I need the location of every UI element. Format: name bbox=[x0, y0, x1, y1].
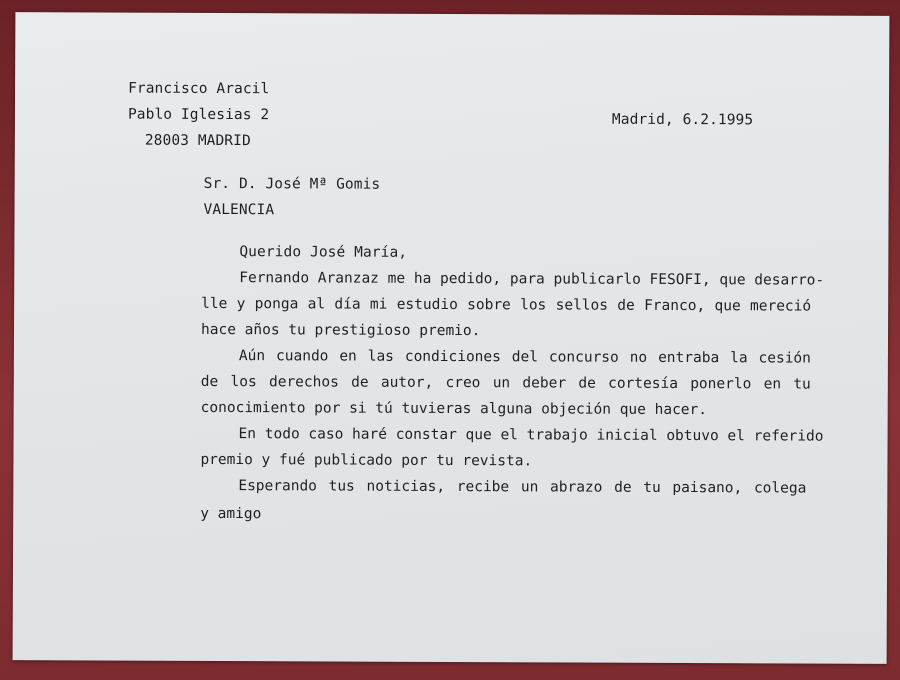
paragraph-4-line-1: Esperando tus noticias, recibe un abrazo de tu paisano, colega bbox=[238, 478, 807, 497]
sender-street: Pablo Iglesias 2 bbox=[127, 106, 270, 124]
recipient-name: Sr. D. José Mª Gomis bbox=[203, 175, 381, 193]
letter-sheet bbox=[13, 12, 890, 664]
paragraph-2-line-3: conocimiento por si tú tuvieras alguna objeción que hacer. bbox=[200, 399, 708, 419]
paragraph-3-line-1: En todo caso haré constar que el trabajo inicial obtuvo el referido bbox=[238, 426, 824, 445]
letter-date: Madrid, 6.2.1995 bbox=[611, 111, 754, 129]
paragraph-1-line-3: hace años tu prestigioso premio. bbox=[200, 321, 481, 340]
paragraph-2-line-1: Aún cuando en las condiciones del concurso no entraba la cesión bbox=[238, 348, 811, 367]
sender-city: 28003 MADRID bbox=[144, 132, 251, 150]
sender-name: Francisco Aracil bbox=[128, 80, 270, 98]
paragraph-1-line-1: Fernando Aranzaz me ha pedido, para publicarlo FESOFI, que desarro- bbox=[239, 270, 825, 289]
paragraph-2-line-2: de los derechos de autor, creo un deber de cortesía ponerlo en tu bbox=[200, 373, 811, 393]
paragraph-1-line-2: lle y ponga al día mi estudio sobre los sellos de Franco, que mereció bbox=[201, 295, 812, 315]
salutation: Querido José María, bbox=[239, 244, 408, 261]
recipient-city: VALENCIA bbox=[203, 201, 275, 219]
paragraph-3-line-2: premio y fué publicado por tu revista. bbox=[200, 451, 533, 470]
paragraph-4-line-2: y amigo bbox=[200, 505, 262, 523]
